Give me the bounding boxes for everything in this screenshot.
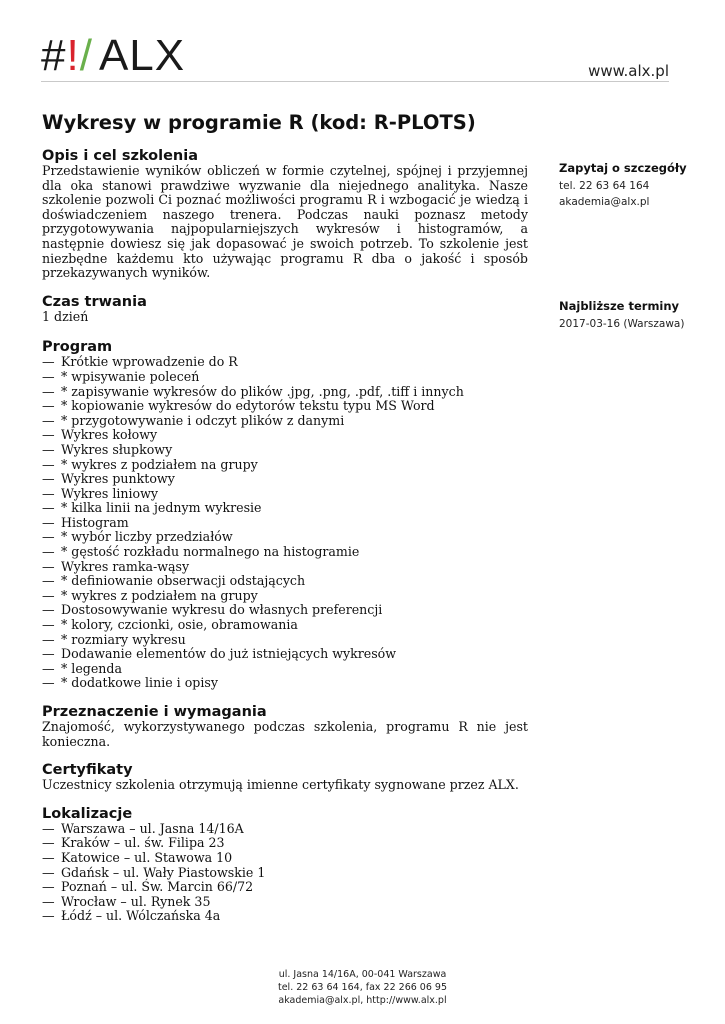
program-item: — * dodatkowe linie i opisy bbox=[42, 676, 528, 691]
footer-phones: tel. 22 63 64 164, fax 22 266 06 95 bbox=[277, 982, 447, 993]
term-date: 2017-03-16 (Warszawa) bbox=[559, 318, 685, 330]
section-lokalizacje bbox=[42, 807, 528, 924]
location-item: — Poznań – ul. Św. Marcin 66/72 bbox=[42, 880, 528, 895]
contact-email-link[interactable]: akademia@alx.pl bbox=[559, 196, 650, 208]
program-item: — Wykres kołowy bbox=[42, 428, 528, 443]
contact-heading: Zapytaj o szczegóły bbox=[559, 161, 687, 175]
program-item: — * zapisywanie wykresów do plików .jpg, .png, .pdf, .tiff i innych bbox=[42, 385, 528, 400]
location-item: — Łódź – ul. Wólczańska 4a bbox=[42, 909, 528, 924]
sidebar-contact bbox=[559, 160, 709, 210]
logo-slash: / bbox=[79, 31, 93, 80]
location-item: — Kraków – ul. św. Filipa 23 bbox=[42, 836, 528, 851]
program-item: — * wykres z podziałem na grupy bbox=[42, 458, 528, 473]
footer-contacts: akademia@alx.pl, http://www.alx.pl bbox=[278, 995, 447, 1006]
program-item: — Wykres słupkowy bbox=[42, 443, 528, 458]
program-item: — * wpisywanie poleceń bbox=[42, 370, 528, 385]
section-program bbox=[42, 340, 528, 691]
site-url-link[interactable]: www.alx.pl bbox=[588, 62, 669, 80]
section-czas bbox=[42, 295, 528, 325]
section-text-opis: Przedstawienie wyników obliczeń w formie czytelnej, spójnej i przyjemnej dla oka stanowi prawdziwe wyzwanie dla niejednego analityka. Nasze szkolenie pozwoli Ci poznać możliwości programu R i wzbogacić je wiedzą i doświadczeniem naszego trenera. Podczas nauki poznasz metody przygotowywania najpopularniejszych wykresów i histogramów, a następnie dowiesz się jak dopasować je swoich potrzeb. To szkolenie jest niezbędne każdemu kto używając programu R dba o jakość i sposób przekazywanych wyników. bbox=[42, 163, 528, 281]
alx-logo bbox=[41, 31, 186, 80]
locations-list bbox=[42, 822, 528, 924]
logo-name: ALX bbox=[98, 31, 186, 80]
sidebar-terms bbox=[559, 298, 709, 332]
program-item: — Dodawanie elementów do już istniejących wykresów bbox=[42, 647, 528, 662]
page-title: Wykresy w programie R (kod: R-PLOTS) bbox=[42, 111, 476, 134]
section-przeznaczenie bbox=[42, 705, 528, 749]
section-heading-program: Program bbox=[42, 339, 113, 356]
page-footer bbox=[0, 968, 725, 1007]
program-item: — Dostosowywanie wykresu do własnych preferencji bbox=[42, 603, 528, 618]
footer-address: ul. Jasna 14/16A, 00-041 Warszawa bbox=[278, 969, 447, 980]
header-divider bbox=[41, 81, 669, 82]
contact-phone: tel. 22 63 64 164 bbox=[559, 180, 650, 192]
program-item: — * wykres z podziałem na grupy bbox=[42, 589, 528, 604]
program-item: — Krótkie wprowadzenie do R bbox=[42, 355, 528, 370]
terms-heading: Najbliższe terminy bbox=[559, 299, 680, 313]
section-text-przeznaczenie: Znajomość, wykorzystywanego podczas szkolenia, programu R nie jest konieczna. bbox=[42, 719, 528, 749]
location-item: — Gdańsk – ul. Wały Piastowskie 1 bbox=[42, 866, 528, 881]
section-text-czas: 1 dzień bbox=[42, 308, 89, 324]
section-certyfikaty bbox=[42, 763, 528, 793]
main-content bbox=[42, 149, 528, 924]
program-item: — * gęstość rozkładu normalnego na histogramie bbox=[42, 545, 528, 560]
logo-exclamation: ! bbox=[66, 31, 80, 80]
program-item: — * legenda bbox=[42, 662, 528, 677]
location-item: — Warszawa – ul. Jasna 14/16A bbox=[42, 822, 528, 837]
section-heading-lokalizacje: Lokalizacje bbox=[42, 805, 133, 822]
program-list bbox=[42, 355, 528, 691]
section-opis bbox=[42, 149, 528, 281]
program-item: — * rozmiary wykresu bbox=[42, 633, 528, 648]
program-item: — * przygotowywanie i odczyt plików z danymi bbox=[42, 414, 528, 429]
section-heading-przeznaczenie: Przeznaczenie i wymagania bbox=[42, 704, 267, 720]
location-item: — Katowice – ul. Stawowa 10 bbox=[42, 851, 528, 866]
program-item: — * kilka linii na jednym wykresie bbox=[42, 501, 528, 516]
logo-hash: # bbox=[41, 31, 67, 80]
program-item: — Wykres ramka-wąsy bbox=[42, 560, 528, 575]
section-heading-certyfikaty: Certyfikaty bbox=[42, 762, 133, 779]
program-item: — * kolory, czcionki, osie, obramowania bbox=[42, 618, 528, 633]
section-text-certyfikaty: Uczestnicy szkolenia otrzymują imienne certyfikaty sygnowane przez ALX. bbox=[42, 777, 519, 793]
section-heading-czas: Czas trwania bbox=[42, 293, 147, 310]
program-item: — * definiowanie obserwacji odstających bbox=[42, 574, 528, 589]
program-item: — * wybór liczby przedziałów bbox=[42, 530, 528, 545]
program-item: — Wykres punktowy bbox=[42, 472, 528, 487]
program-item: — * kopiowanie wykresów do edytorów tekstu typu MS Word bbox=[42, 399, 528, 414]
section-heading-opis: Opis i cel szkolenia bbox=[42, 148, 198, 164]
program-item: — Wykres liniowy bbox=[42, 487, 528, 502]
location-item: — Wrocław – ul. Rynek 35 bbox=[42, 895, 528, 910]
program-item: — Histogram bbox=[42, 516, 528, 531]
